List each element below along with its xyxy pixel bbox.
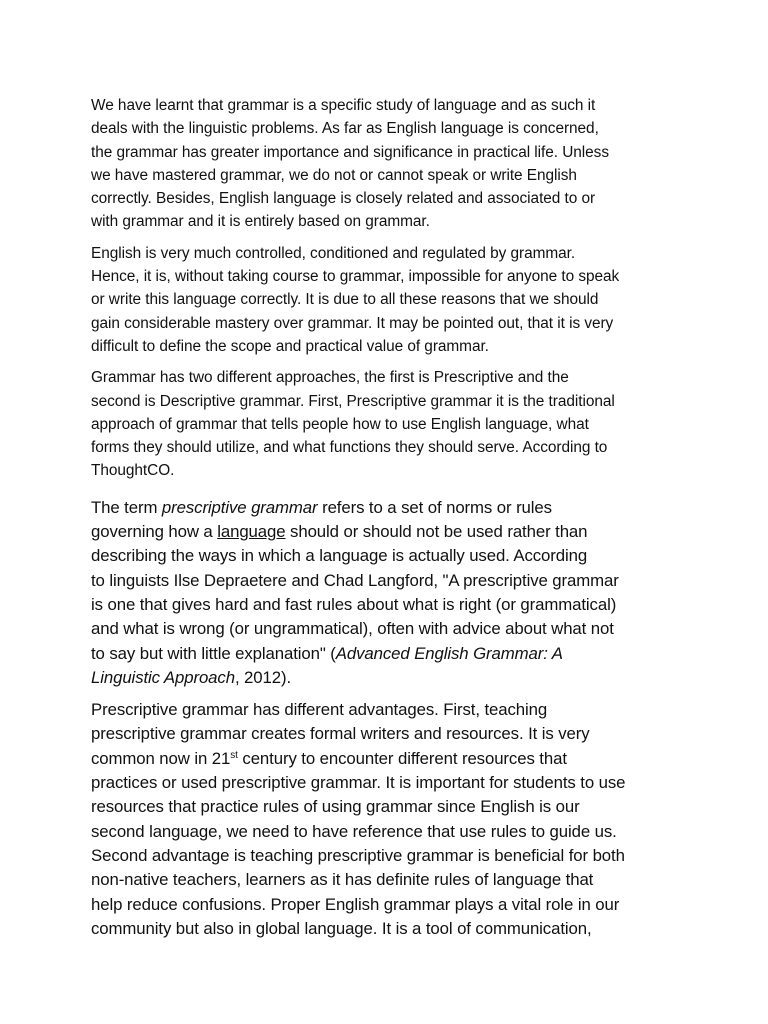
text-line: Grammar has two different approaches, the first is Prescriptive and the [91,369,569,387]
italic-term: prescriptive grammar [161,497,318,517]
text-line: correctly. Besides, English language is closely related and associated to or [91,190,596,208]
text-run: governing how a [91,522,218,542]
intro-section [91,94,703,483]
text-run: refers to a set of norms or rules [317,497,552,517]
text-line: second is Descriptive grammar. First, Prescriptive grammar it is the traditional [91,392,615,410]
text-line: Hence, it is, without taking course to grammar, impossible for anyone to speak [91,268,620,286]
text-line: and what is wrong (or ungrammatical), often with advice about what not [91,619,614,639]
text-line: English is very much controlled, conditioned and regulated by grammar. [91,244,576,262]
text-line: community but also in global language. It is a tool of communication, [91,918,592,938]
prescriptive-section [91,496,703,941]
paragraph-prescriptive-advantages [91,698,703,941]
text-line: gain considerable mastery over grammar. It may be pointed out, that it is very [91,314,614,332]
paragraph-prescriptive-definition [91,496,703,690]
text-line: Second advantage is teaching prescriptive grammar is beneficial for both [91,845,625,865]
text-line: help reduce confusions. Proper English grammar plays a vital role in our [91,894,620,914]
paragraph-grammar-approaches [91,366,703,482]
paragraph-grammar-definition [91,94,703,234]
text-line: approach of grammar that tells people how to use English language, what [91,415,589,433]
text-line: the grammar has greater importance and significance in practical life. Unless [91,143,609,161]
text-line: ThoughtCO. [91,462,175,480]
text-run: to say but with little explanation" ( [91,643,336,663]
language-link[interactable]: language [217,522,286,542]
text-run: common now in 21 [91,748,231,768]
ordinal-suffix: st [230,749,238,761]
italic-citation: Advanced English Grammar: A [335,643,563,663]
text-line [91,644,563,663]
text-line: practices or used prescriptive grammar. It is important for students to use [91,773,626,793]
text-run: , 2012). [234,667,292,687]
text-line [91,749,567,768]
text-line [91,668,291,687]
text-line: we have mastered grammar, we do not or cannot speak or write English [91,166,577,184]
text-line: difficult to define the scope and practical value of grammar. [91,337,489,355]
text-line: prescriptive grammar creates formal writers and resources. It is very [91,724,590,744]
text-line: to linguists Ilse Depraetere and Chad Langford, "A prescriptive grammar [91,570,619,590]
document-body [91,94,703,949]
text-line: non-native teachers, learners as it has definite rules of language that [91,870,594,890]
text-line: is one that gives hard and fast rules about what is right (or grammatical) [91,594,617,614]
text-line: We have learnt that grammar is a specific study of language and as such it [91,97,596,114]
paragraph-grammar-control [91,242,703,358]
text-line: or write this language correctly. It is due to all these reasons that we should [91,291,599,309]
text-line: with grammar and it is entirely based on grammar. [91,213,430,231]
italic-citation: Linguistic Approach [91,667,235,687]
text-line: Prescriptive grammar has different advantages. First, teaching [91,700,548,720]
text-line: resources that practice rules of using grammar since English is our [91,797,580,817]
text-line: second language, we need to have reference that use rules to guide us. [91,821,617,841]
text-line [91,522,587,541]
text-run: should or should not be used rather than [285,522,588,542]
text-run: The term [91,497,162,517]
text-line: deals with the linguistic problems. As far as English language is concerned, [91,120,599,138]
text-run: century to encounter different resources that [237,748,567,768]
text-line: forms they should utilize, and what functions they should serve. According to [91,439,608,457]
text-line: describing the ways in which a language is actually used. According [91,546,588,566]
text-line [91,498,552,517]
